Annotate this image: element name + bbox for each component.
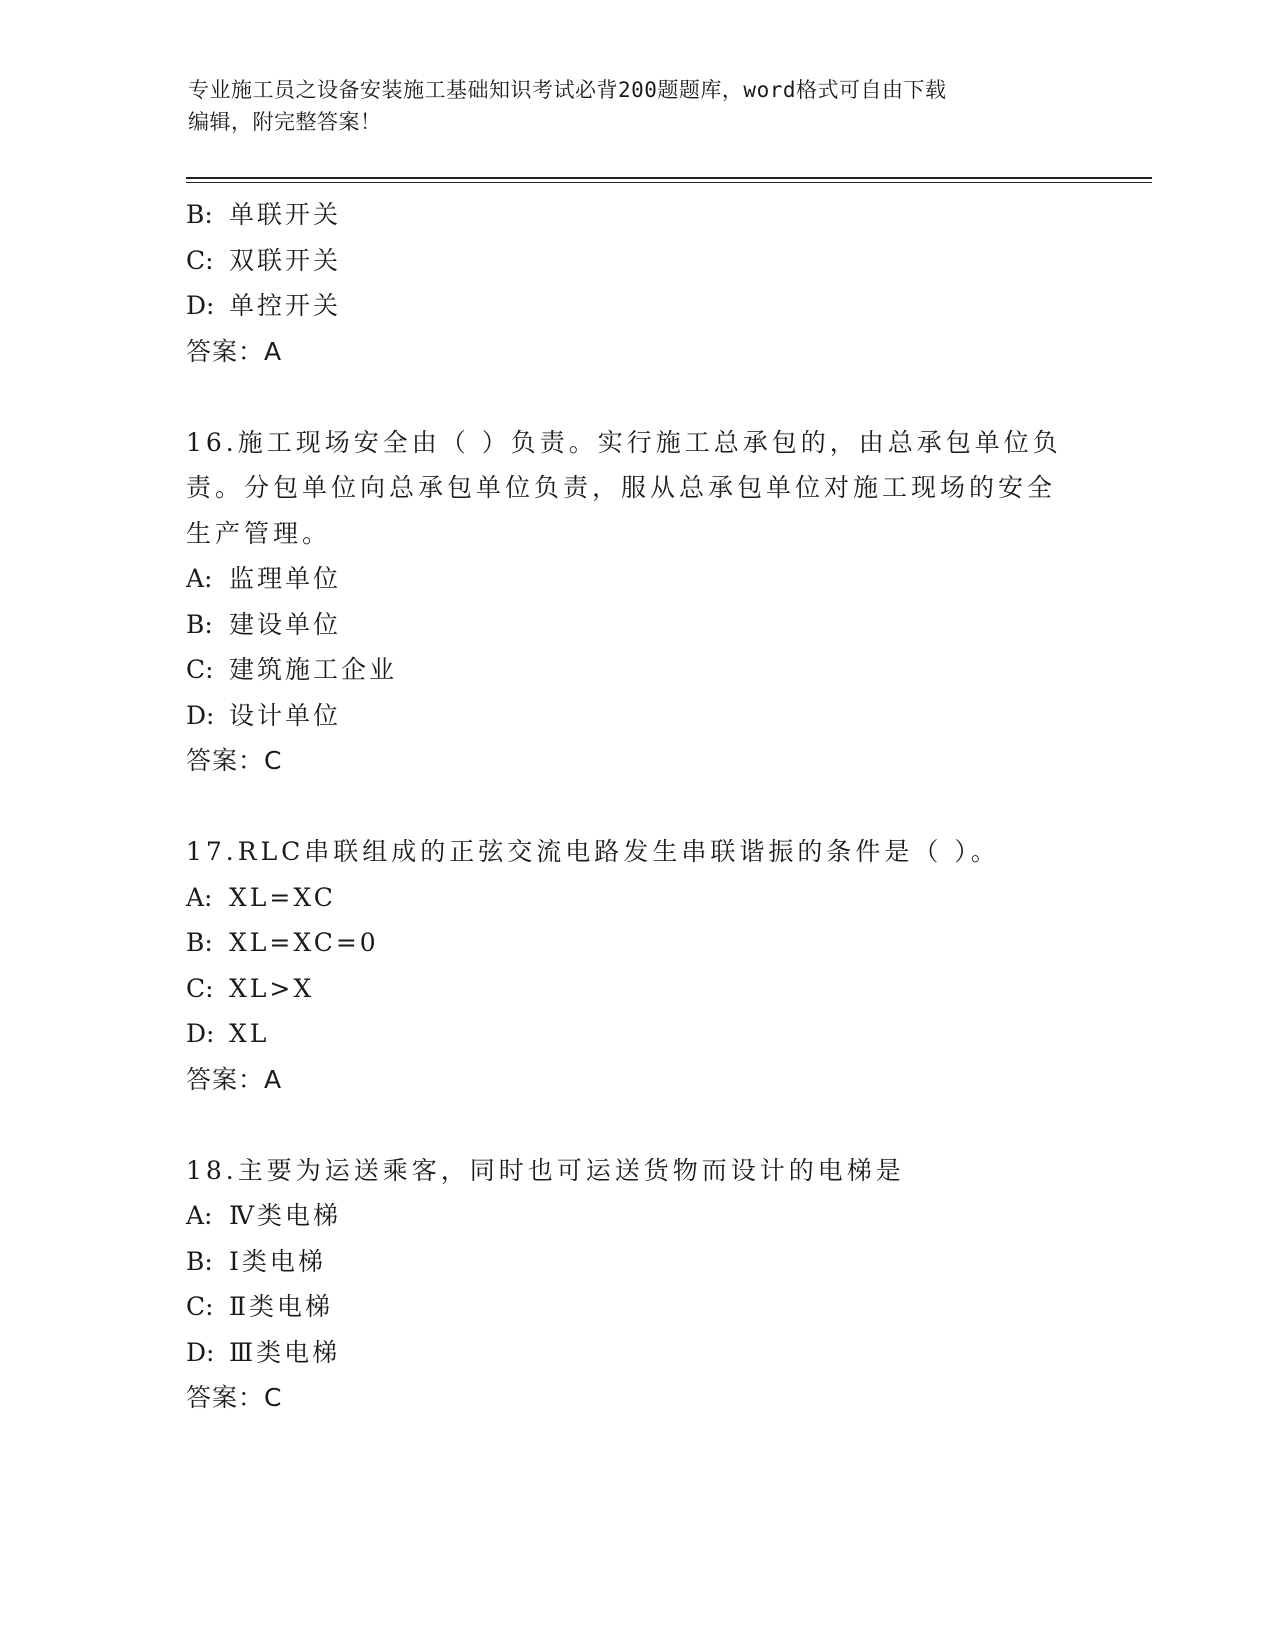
document-body [186, 192, 1086, 1421]
option-b: B: 建设单位 [186, 609, 342, 639]
option-c: C: 双联开关 [186, 245, 342, 275]
option-b: B: Ⅰ类电梯 [186, 1246, 326, 1276]
question-stem: 生产管理。 [186, 518, 332, 548]
option-d: D: 设计单位 [186, 700, 342, 730]
answer: 答案：C [186, 1383, 283, 1412]
question-15-continued [186, 192, 1086, 374]
question-17 [186, 829, 1086, 1102]
option-d: D: XL [186, 1019, 270, 1048]
question-16 [186, 420, 1086, 784]
option-d: D: 单控开关 [186, 291, 342, 320]
option-a: A: Ⅳ类电梯 [186, 1201, 341, 1230]
option-c: C: Ⅱ类电梯 [186, 1292, 333, 1321]
answer: 答案：A [186, 1064, 283, 1094]
option-b: B: XL=XC=0 [186, 928, 379, 957]
answer: 答案：C [186, 746, 283, 775]
question-stem: 责。分包单位向总承包单位负责，服从总承包单位对施工现场的安全 [186, 473, 1057, 502]
question-stem: 18.主要为运送乘客，同时也可运送货物而设计的电梯是 [186, 1155, 905, 1185]
option-d: D: Ⅲ类电梯 [186, 1337, 341, 1367]
option-c: C: 建筑施工企业 [186, 655, 398, 684]
option-a: A: XL=XC [186, 882, 336, 912]
document-header [188, 74, 1088, 138]
option-c: C: XL>X [186, 973, 315, 1003]
header-line-1: 专业施工员之设备安装施工基础知识考试必背200题题库，word格式可自由下载 [188, 78, 947, 102]
question-18 [186, 1148, 1086, 1421]
question-stem: 17.RLC串联组成的正弦交流电路发生串联谐振的条件是（ ）。 [186, 837, 1000, 866]
option-b: B: 单联开关 [186, 200, 342, 229]
question-stem: 16.施工现场安全由（ ）负责。实行施工总承包的，由总承包单位负 [186, 427, 1062, 457]
answer: 答案：A [186, 336, 283, 366]
header-line-2: 编辑，附完整答案！ [188, 110, 382, 134]
header-divider [186, 177, 1152, 183]
option-a: A: 监理单位 [186, 564, 342, 593]
